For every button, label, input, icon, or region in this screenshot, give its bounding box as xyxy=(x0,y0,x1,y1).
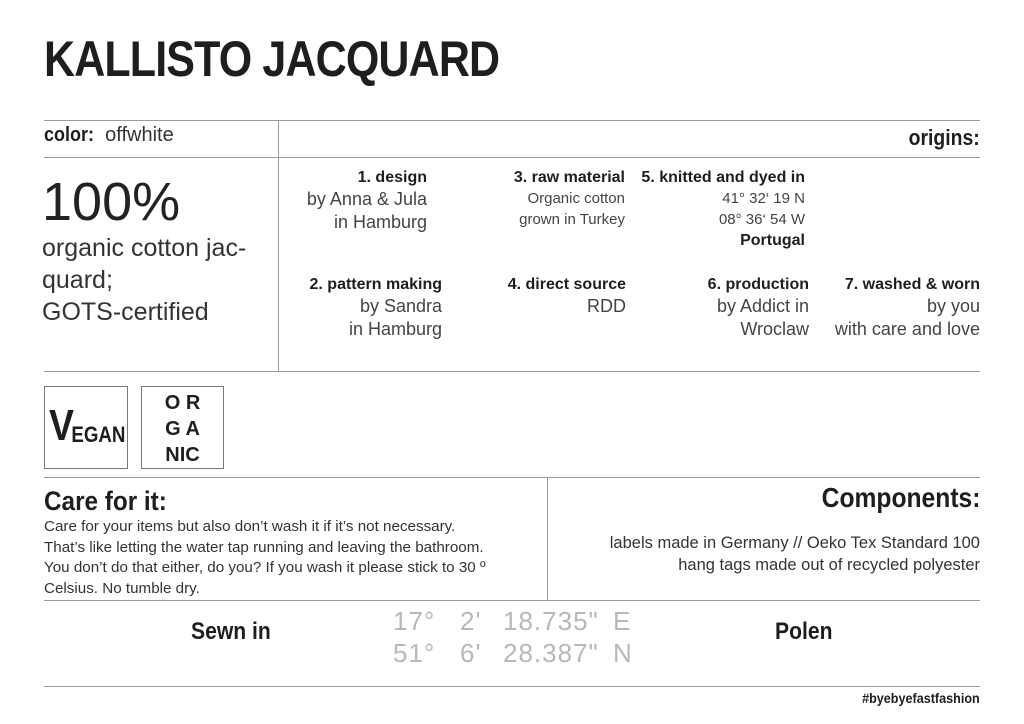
longitude-seconds: 18.735" xyxy=(503,606,599,636)
origin-washed-worn xyxy=(835,275,980,341)
origin-line: 08° 36‘ 54 W xyxy=(718,211,805,228)
divider xyxy=(44,477,980,478)
longitude-minutes: 2' xyxy=(460,606,482,636)
origin-heading: 3. raw material xyxy=(513,169,625,186)
latitude-seconds: 28.387" xyxy=(503,638,599,668)
origin-line: grown in Turkey xyxy=(519,211,625,228)
origin-line: Organic cotton xyxy=(527,190,625,207)
components-text xyxy=(610,532,980,576)
latitude-direction: N xyxy=(613,638,633,668)
origin-heading: 2. pattern making xyxy=(309,276,442,293)
origin-line: by you xyxy=(926,296,980,316)
divider xyxy=(44,120,980,121)
divider xyxy=(44,600,980,601)
product-title: KALLISTO JACQUARD xyxy=(44,31,500,87)
origins-label: origins: xyxy=(909,125,980,150)
care-heading: Care for it: xyxy=(44,486,167,516)
origin-raw-material xyxy=(514,168,625,230)
origin-line: with care and love xyxy=(834,319,980,339)
care-line: You don’t do that either, do you? If you wash it please stick to 30 º xyxy=(44,559,486,576)
components-line: labels made in Germany // Oeko Tex Standard 100 xyxy=(609,534,980,552)
origin-line: RDD xyxy=(587,296,626,316)
longitude-degrees: 17° xyxy=(393,606,436,636)
origin-production xyxy=(708,275,809,341)
origin-heading: 7. washed & worn xyxy=(844,276,980,293)
care-text xyxy=(44,517,486,599)
origin-knitted-dyed xyxy=(641,168,805,251)
components-heading: Components: xyxy=(821,482,980,513)
organic-badge xyxy=(141,386,224,469)
latitude-minutes: 6' xyxy=(460,638,482,668)
origin-heading: 4. direct source xyxy=(507,276,626,293)
vegan-rest: EGAN xyxy=(71,422,126,447)
origin-heading: 1. design xyxy=(357,169,427,186)
origin-line: Wroclaw xyxy=(740,319,809,339)
organic-line: O R xyxy=(164,392,201,414)
sewn-country: Polen xyxy=(775,618,833,645)
divider xyxy=(44,686,980,687)
origin-pattern-making xyxy=(310,275,442,341)
components-line: hang tags made out of recycled polyester xyxy=(678,556,980,574)
origin-country: Portugal xyxy=(740,232,805,249)
care-line: Celsius. No tumble dry. xyxy=(44,579,200,597)
color-value: offwhite xyxy=(105,124,174,146)
divider xyxy=(44,371,980,372)
hashtag: #byebyefastfashion xyxy=(862,690,980,706)
longitude-direction: E xyxy=(613,606,632,636)
origin-heading: 6. production xyxy=(707,276,809,293)
vegan-badge xyxy=(44,386,128,469)
sewn-label: Sewn in xyxy=(191,618,271,645)
organic-line: NIC xyxy=(165,444,200,466)
latitude-degrees: 51° xyxy=(393,638,436,668)
composition-percent: 100% xyxy=(42,172,181,232)
color-label: color: xyxy=(44,124,95,146)
divider xyxy=(44,157,980,158)
vertical-divider xyxy=(278,120,279,371)
origin-line: by Addict in xyxy=(716,296,809,316)
origin-heading: 5. knitted and dyed in xyxy=(641,169,805,186)
origin-line: by Sandra xyxy=(359,296,442,316)
origin-direct-source xyxy=(508,275,626,318)
origin-line: in Hamburg xyxy=(333,212,427,232)
vertical-divider xyxy=(547,477,548,600)
composition-line: GOTS-certified xyxy=(42,298,209,326)
origin-line: by Anna & Jula xyxy=(306,189,427,209)
composition-line: quard; xyxy=(42,266,113,294)
origin-line: 41° 32‘ 19 N xyxy=(722,190,805,207)
composition-text xyxy=(42,232,246,328)
vegan-initial: V xyxy=(49,401,74,450)
care-line: Care for your items but also don’t wash it if it’s not necessary. xyxy=(44,518,456,535)
origin-design xyxy=(307,168,427,234)
organic-line: G A xyxy=(165,418,200,440)
care-line: That’s like letting the water tap running and leaving the bathroom. xyxy=(44,538,484,556)
color-field xyxy=(44,124,174,147)
origin-line: in Hamburg xyxy=(348,319,442,339)
composition-line: organic cotton jac- xyxy=(42,234,247,262)
